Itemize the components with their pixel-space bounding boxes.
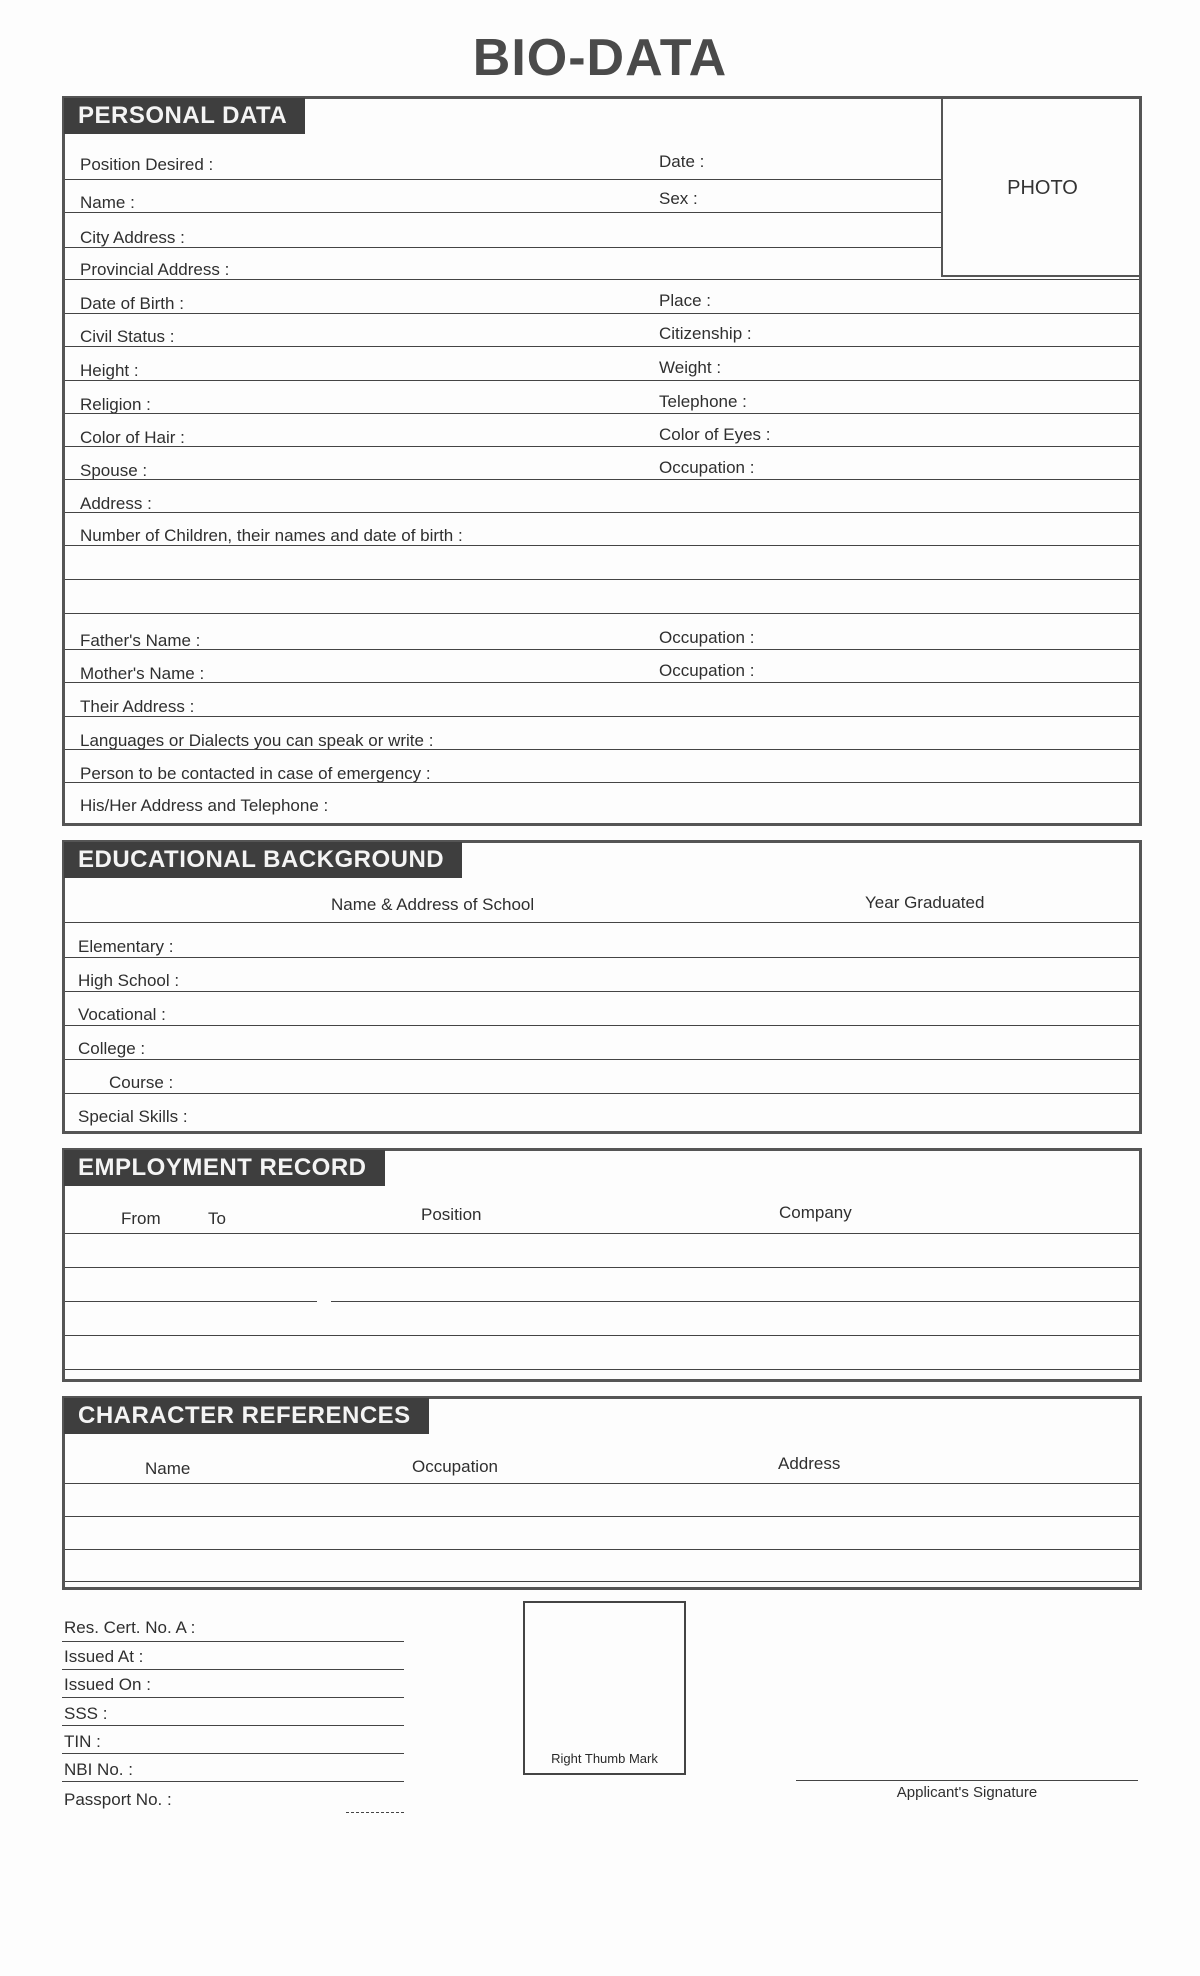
height-line[interactable] (65, 380, 1139, 381)
name-line[interactable] (65, 212, 941, 213)
tin-label: TIN : (64, 1732, 101, 1751)
references-section (62, 1396, 1142, 1590)
children-line-2[interactable] (65, 579, 1139, 580)
weight-label: Weight : (659, 358, 722, 377)
signature-label: Applicant's Signature (896, 1784, 1038, 1801)
children-label: Number of Children, their names and date of birth : (80, 526, 463, 545)
special-skills-label: Special Skills : (78, 1107, 188, 1126)
references-row-line-2[interactable] (65, 1549, 1139, 1550)
references-header-line (65, 1483, 1139, 1484)
employment-header-line (65, 1233, 1139, 1234)
issued-at-line[interactable] (62, 1669, 404, 1670)
languages-label: Languages or Dialects you can speak or write : (80, 731, 434, 750)
spouse-line[interactable] (65, 479, 1139, 480)
employment-row-line-1[interactable] (65, 1267, 1139, 1268)
fathers-name-line[interactable] (65, 649, 1139, 650)
vocational-line[interactable] (65, 1025, 1139, 1026)
from-column-header: From (121, 1209, 161, 1228)
name-label: Name : (80, 193, 135, 212)
date-of-birth-label: Date of Birth : (80, 294, 184, 313)
personal-data-header: PERSONAL DATA (64, 98, 305, 134)
name-column-header: Name (145, 1459, 191, 1478)
education-section (62, 840, 1142, 1134)
employment-row-line-2a[interactable] (65, 1301, 317, 1302)
civil-status-label: Civil Status : (80, 327, 175, 346)
father-occupation-label: Occupation : (659, 628, 755, 647)
nbi-label: NBI No. : (64, 1760, 133, 1779)
mothers-name-line[interactable] (65, 682, 1139, 683)
their-address-line[interactable] (65, 716, 1139, 717)
employment-section (62, 1148, 1142, 1382)
employment-row-line-2b[interactable] (331, 1301, 1139, 1302)
sex-label: Sex : (659, 189, 698, 208)
spouse-occupation-label: Occupation : (659, 458, 755, 477)
high-school-line[interactable] (65, 991, 1139, 992)
personal-data-section (62, 96, 1142, 826)
religion-label: Religion : (80, 395, 151, 414)
city-address-label: City Address : (80, 228, 185, 247)
place-label: Place : (659, 291, 711, 310)
height-label: Height : (80, 361, 139, 380)
telephone-label: Telephone : (659, 392, 747, 411)
provincial-address-line[interactable] (65, 279, 1139, 280)
address-label: Address : (80, 494, 152, 513)
occupation-column-header: Occupation (412, 1457, 498, 1476)
right-thumb-mark-box[interactable] (523, 1601, 686, 1775)
employment-header: EMPLOYMENT RECORD (64, 1150, 385, 1186)
to-column-header: To (208, 1209, 226, 1228)
color-of-hair-line[interactable] (65, 446, 1139, 447)
issued-at-label: Issued At : (64, 1647, 144, 1666)
education-header-line (65, 922, 1139, 923)
sss-label: SSS : (64, 1704, 108, 1723)
year-graduated-column-header: Year Graduated (865, 893, 985, 912)
emergency-address-label: His/Her Address and Telephone : (80, 796, 329, 815)
references-header: CHARACTER REFERENCES (64, 1398, 429, 1434)
passport-line[interactable] (346, 1812, 404, 1813)
employment-row-line-3[interactable] (65, 1335, 1139, 1336)
provincial-address-label: Provincial Address : (80, 260, 230, 279)
company-column-header: Company (779, 1203, 852, 1222)
photo-box[interactable] (941, 99, 1142, 277)
their-address-label: Their Address : (80, 697, 195, 716)
nbi-line[interactable] (62, 1781, 404, 1782)
res-cert-label: Res. Cert. No. A : (64, 1618, 196, 1637)
civil-status-line[interactable] (65, 346, 1139, 347)
course-line[interactable] (65, 1093, 1139, 1094)
languages-line[interactable] (65, 749, 1139, 750)
tin-line[interactable] (62, 1753, 404, 1754)
passport-label: Passport No. : (64, 1790, 172, 1809)
position-desired-label: Position Desired : (80, 155, 214, 174)
vocational-label: Vocational : (78, 1005, 166, 1024)
date-of-birth-line[interactable] (65, 313, 1139, 314)
mother-occupation-label: Occupation : (659, 661, 755, 680)
page-title: BIO-DATA (472, 29, 728, 87)
citizenship-label: Citizenship : (659, 324, 752, 343)
position-column-header: Position (421, 1205, 482, 1224)
res-cert-line[interactable] (62, 1641, 404, 1642)
emergency-contact-label: Person to be contacted in case of emergency : (80, 764, 431, 783)
religion-line[interactable] (65, 413, 1139, 414)
high-school-label: High School : (78, 971, 180, 990)
color-of-eyes-label: Color of Eyes : (659, 425, 771, 444)
photo-label: PHOTO (1007, 177, 1078, 199)
course-label: Course : (109, 1073, 174, 1092)
employment-row-line-4[interactable] (65, 1369, 1139, 1370)
children-line-3[interactable] (65, 613, 1139, 614)
elementary-label: Elementary : (78, 937, 174, 956)
education-header: EDUCATIONAL BACKGROUND (64, 842, 462, 878)
elementary-line[interactable] (65, 957, 1139, 958)
color-of-hair-label: Color of Hair : (80, 428, 185, 447)
spouse-label: Spouse : (80, 461, 148, 480)
issued-on-line[interactable] (62, 1697, 404, 1698)
position-desired-line[interactable] (65, 179, 941, 180)
right-thumb-mark-label: Right Thumb Mark (551, 1751, 658, 1766)
school-column-header: Name & Address of School (331, 895, 535, 914)
fathers-name-label: Father's Name : (80, 631, 201, 650)
signature-line[interactable] (796, 1780, 1138, 1781)
address-line[interactable] (65, 512, 1139, 513)
city-address-line[interactable] (65, 247, 941, 248)
date-label: Date : (659, 152, 705, 171)
issued-on-label: Issued On : (64, 1675, 151, 1694)
mothers-name-label: Mother's Name : (80, 664, 205, 683)
children-line-1[interactable] (65, 545, 1139, 546)
college-label: College : (78, 1039, 146, 1058)
references-row-line-3[interactable] (65, 1581, 1139, 1582)
sss-line[interactable] (62, 1725, 404, 1726)
address-column-header: Address (778, 1454, 841, 1473)
emergency-contact-line[interactable] (65, 782, 1139, 783)
references-row-line-1[interactable] (65, 1516, 1139, 1517)
college-line[interactable] (65, 1059, 1139, 1060)
